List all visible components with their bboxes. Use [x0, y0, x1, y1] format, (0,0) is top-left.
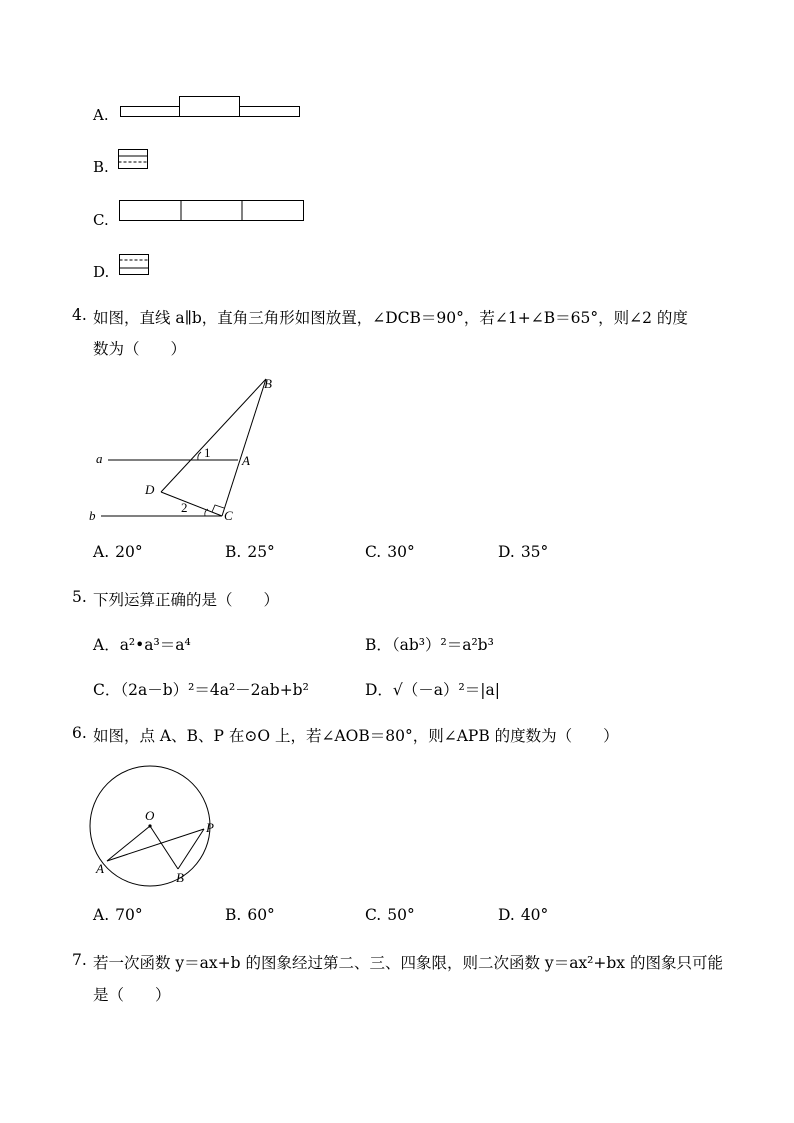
q5-option-d: D．√（－a）²＝|a|: [365, 681, 500, 699]
label-B: B: [176, 870, 184, 885]
q6-option-c: C. 50°: [365, 906, 415, 924]
q5-option-a: A．a²•a³＝a⁴: [93, 636, 191, 654]
q5-number: 5.: [72, 588, 87, 606]
q3-option-b-label: B.: [93, 158, 109, 176]
q6-option-a: A. 70°: [93, 906, 143, 924]
q4-option-a: A. 20°: [93, 543, 143, 561]
q5-option-b: B．（ab³）²＝a²b³: [365, 636, 494, 654]
label-A: A: [96, 861, 104, 876]
q6-option-d: D. 40°: [498, 906, 549, 924]
q4-stem-line1: 如图，直线 a∥b，直角三角形如图放置，∠DCB＝90°，若∠1+∠B＝65°，则∠2 的度: [93, 309, 688, 327]
label-D: D: [145, 482, 155, 497]
q6-number: 6.: [72, 724, 87, 742]
label-A: A: [242, 453, 250, 468]
segment-ob: [150, 826, 178, 869]
label-b: b: [89, 508, 96, 523]
q6-option-b: B. 60°: [225, 906, 275, 924]
q5-option-c: C．（2a－b）²＝4a²－2ab+b²: [93, 681, 309, 699]
label-B: B: [264, 376, 272, 391]
segment-bp: [178, 829, 204, 869]
q7-stem-line2: 是（ ）: [93, 986, 171, 1004]
label-C: C: [224, 508, 233, 523]
label-P: P: [206, 820, 214, 835]
q3-option-a-label: A.: [93, 106, 109, 124]
q4-option-b: B. 25°: [225, 543, 275, 561]
q4-number: 4.: [72, 306, 87, 324]
label-angle-2: 2: [181, 500, 188, 515]
q4-stem-line2: 数为（ ）: [93, 340, 187, 358]
q6-stem: 如图，点 A、B、P 在⊙O 上，若∠AOB＝80°，则∠APB 的度数为（ ）: [93, 727, 619, 745]
q3-option-c-label: C.: [93, 211, 109, 229]
q3-option-d-label: D.: [93, 263, 110, 281]
segment-oa: [107, 826, 150, 861]
label-a: a: [96, 451, 103, 466]
q7-number: 7.: [72, 951, 87, 969]
q7-stem-line1: 若一次函数 y＝ax+b 的图象经过第二、三、四象限，则二次函数 y＝ax²+bx 的图象只可能: [93, 954, 723, 972]
label-angle-1: 1: [204, 445, 211, 460]
label-O: O: [145, 808, 155, 823]
q4-option-c: C. 30°: [365, 543, 415, 561]
q5-stem: 下列运算正确的是（ ）: [93, 591, 280, 609]
q4-option-d: D. 35°: [498, 543, 549, 561]
